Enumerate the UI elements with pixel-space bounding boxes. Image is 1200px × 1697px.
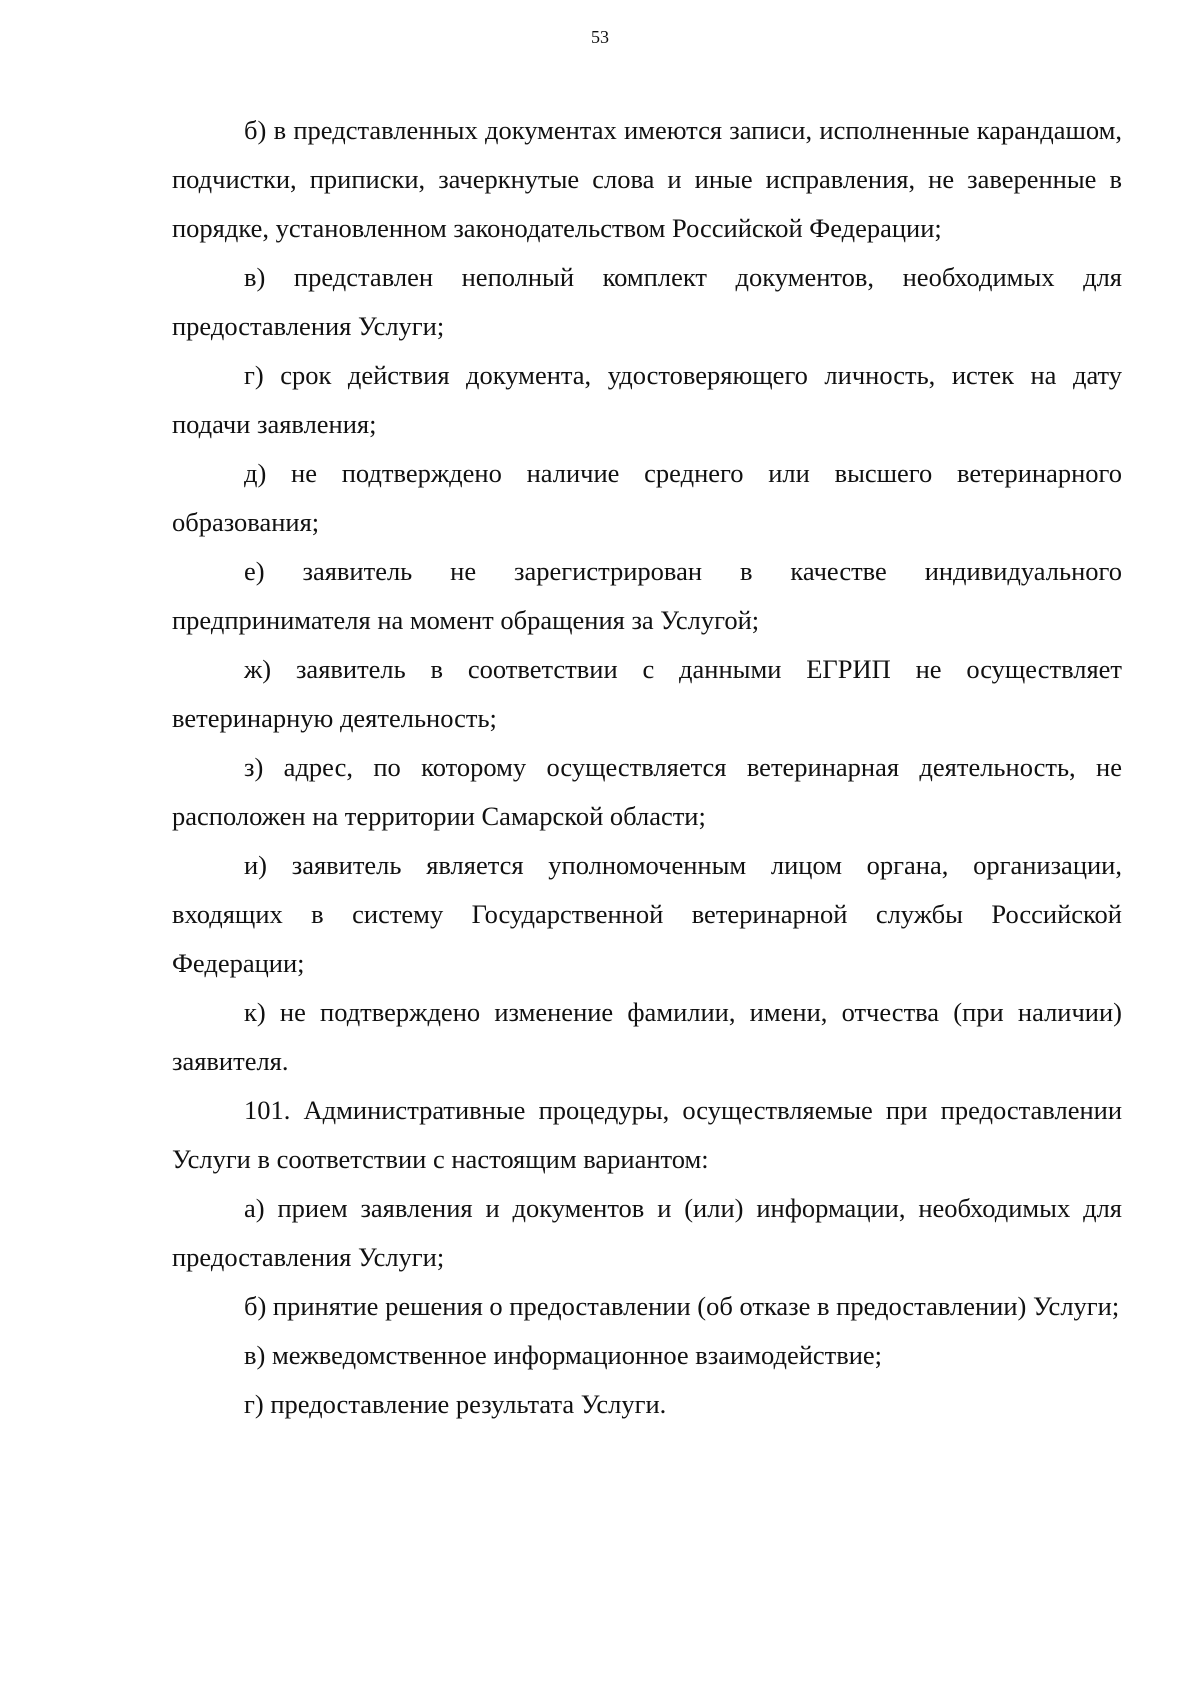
paragraph-v-incomplete-set: в) представлен неполный комплект документов, необходимых для предоставления Услуги;: [172, 262, 1122, 341]
paragraph-i-authorized-person: и) заявитель является уполномоченным лицом органа, организации, входящих в систему Государственной ветеринарной службы Российской Федерации;: [172, 850, 1122, 978]
paragraph-e-not-registered: е) заявитель не зарегистрирован в качестве индивидуального предпринимателя на момент обращения за Услугой;: [172, 556, 1122, 635]
paragraph-b-decision: б) принятие решения о предоставлении (об отказе в предоставлении) Услуги;: [244, 1291, 1120, 1321]
page-number: 53: [591, 27, 609, 47]
paragraph-k-name-change: к) не подтверждено изменение фамилии, имени, отчества (при наличии) заявителя.: [172, 997, 1122, 1076]
paragraph-g-result: г) предоставление результата Услуги.: [244, 1389, 667, 1419]
document-body: [172, 106, 1122, 1429]
paragraph-b-corrections: б) в представленных документах имеются записи, исполненные карандашом, подчистки, приписки, зачеркнутые слова и иные исправления, не заверенные в порядке, установленном законодательством Российской Федерации;: [172, 115, 1122, 243]
paragraph-zh-egrip: ж) заявитель в соответствии с данными ЕГРИП не осуществляет ветеринарную деятельность;: [172, 654, 1122, 733]
paragraph-z-address: з) адрес, по которому осуществляется ветеринарная деятельность, не расположен на территории Самарской области;: [172, 752, 1122, 831]
paragraph-g-expired-document: г) срок действия документа, удостоверяющего личность, истек на дату подачи заявления;: [172, 360, 1122, 439]
paragraph-a-application-intake: а) прием заявления и документов и (или) информации, необходимых для предоставления Услуги;: [172, 1193, 1122, 1272]
paragraph-v-interagency: в) межведомственное информационное взаимодействие;: [244, 1340, 883, 1370]
paragraph-d-education: д) не подтверждено наличие среднего или высшего ветеринарного образования;: [172, 458, 1122, 537]
paragraph-101-procedures: 101. Административные процедуры, осуществляемые при предоставлении Услуги в соответствии с настоящим вариантом:: [172, 1095, 1122, 1174]
